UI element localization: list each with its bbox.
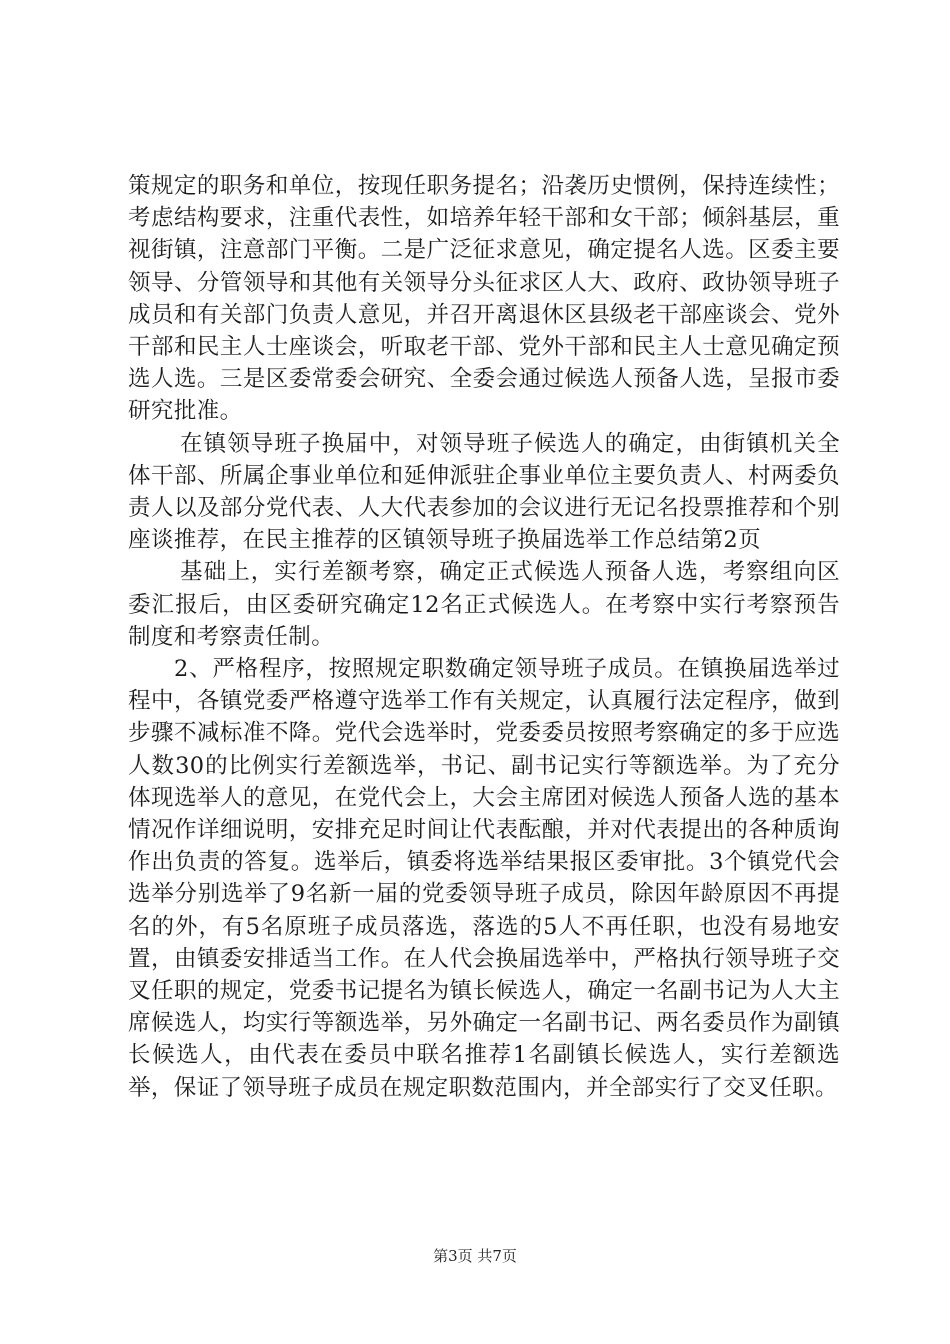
page-footer: 第3页 共7页 [433,1247,517,1265]
document-body [128,170,840,1104]
paragraph-candidate-selection: 在镇领导班子换届中，对领导班子候选人的确定，由街镇机关全体干部、所属企事业单位和延伸派驻企事业单位主要负责人、村两委负责人以及部分党代表、人大代表参加的会议进行无记名投票推荐和个别座谈推荐，在民主推荐的区镇领导班子换届选举工作总结第2页 [128,430,840,554]
paragraph-continuation: 策规定的职务和单位，按现任职务提名；沿袭历史惯例，保持连续性；考虑结构要求，注重代表性，如培养年轻干部和女干部；倾斜基层，重视街镇，注意部门平衡。二是广泛征求意见，确定提名人选。区委主要领导、分管领导和其他有关领导分头征求区人大、政府、政协领导班子成员和有关部门负责人意见，并召开离退休区县级老干部座谈会、党外干部和民主人士座谈会，听取老干部、党外干部和民主人士意见确定预选人选。三是区委常委会研究、全委会通过候选人预备人选，呈报市委研究批准。 [128,173,840,425]
paragraph-strict-procedure: 2、严格程序，按照规定职数确定领导班子成员。在镇换届选举过程中，各镇党委严格遵守选举工作有关规定，认真履行法定程序，做到步骤不减标准不降。党代会选举时，党委委员按照考察确定的多于应选人数30的比例实行差额选举，书记、副书记实行等额选举。为了充分体现选举人的意见，在党代会上，大会主席团对候选人预备人选的基本情况作详细说明，安排充足时间让代表酝酿，并对代表提出的各种质询作出负责的答复。选举后，镇委将选举结果报区委审批。3个镇党代会选举分别选举了9名新一届的党委领导班子成员，除因年龄原因不再提名的外，有5名原班子成员落选，落选的5人不再任职，也没有易地安置，由镇委安排适当工作。在人代会换届选举中，严格执行领导班子交叉任职的规定，党委书记提名为镇长候选人，确定一名副书记为人大主席候选人，均实行等额选举，另外确定一名副书记、两名委员作为副镇长候选人，由代表在委员中联名推荐1名副镇长候选人，实行差额选举，保证了领导班子成员在规定职数范围内，并全部实行了交叉任职。 [128,656,840,1101]
paragraph-differential-inspection: 基础上，实行差额考察，确定正式候选人预备人选，考察组向区委汇报后，由区委研究确定12名正式候选人。在考察中实行考察预告制度和考察责任制。 [128,559,840,650]
